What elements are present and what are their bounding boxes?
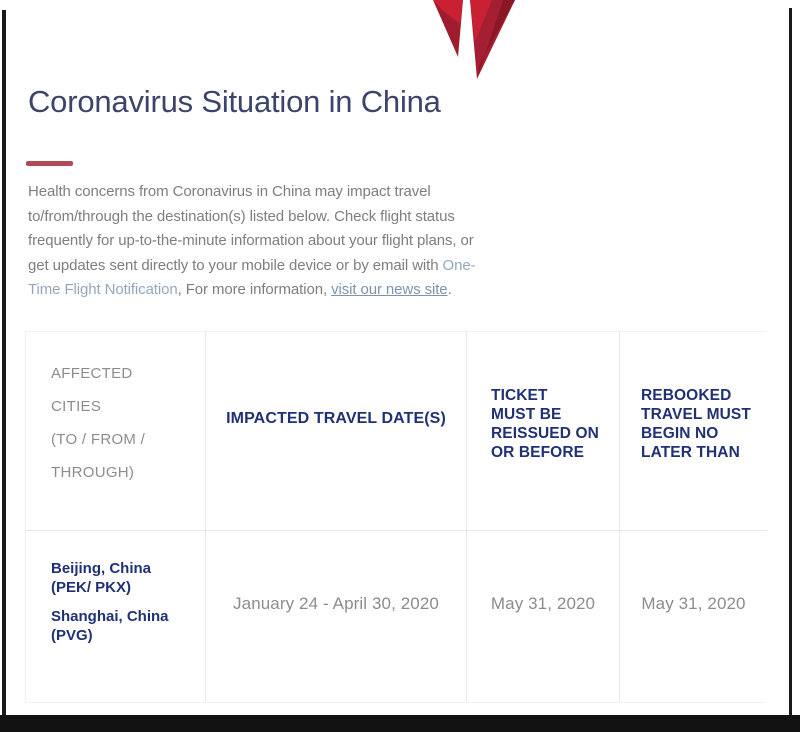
intro-paragraph (28, 180, 518, 303)
delta-widget-logo-icon (410, 0, 518, 82)
impacted-travel-table (25, 331, 766, 703)
intro-line-2: to/from/through the destination(s) listed below. Check flight status (28, 207, 455, 225)
cell-rebooked-travel-deadline: May 31, 2020 (619, 530, 767, 702)
intro-line-5-period: . (447, 281, 452, 298)
header-impacted-travel-dates: IMPACTED TRAVEL DATE(S) (205, 332, 466, 530)
window-border-bottom (0, 715, 800, 732)
page-title: Coronavirus Situation in China (28, 84, 441, 119)
intro-line-1: Health concerns from Coronavirus in China may impact travel (28, 183, 431, 200)
cell-affected-cities (26, 530, 205, 702)
cell-impacted-travel-dates: January 24 - April 30, 2020 (205, 530, 466, 702)
header-rebooked-travel: REBOOKED TRAVEL MUST BEGIN NO LATER THAN (619, 332, 767, 530)
heading-accent-dash (26, 161, 73, 166)
window-border-right (789, 8, 792, 718)
visit-news-site-link[interactable]: visit our news site (331, 281, 448, 298)
window-border-left (2, 10, 6, 718)
header-affected-cities: AFFECTED CITIES (TO / FROM / THROUGH) (26, 332, 205, 530)
city-beijing: Beijing, China (PEK/ PKX) (51, 560, 152, 596)
cell-ticket-reissue-deadline: May 31, 2020 (466, 530, 619, 702)
one-time-flight-notification-link[interactable]: One- (442, 256, 476, 274)
intro-line-3: frequently for up-to-the-minute information about your flight plans, or (28, 232, 474, 249)
city-shanghai: Shanghai, China (PVG) (51, 608, 169, 644)
one-time-flight-notification-link[interactable]: Time Flight Notification (28, 281, 178, 298)
intro-line-5: , For more information, (177, 281, 332, 298)
header-ticket-reissued: TICKET MUST BE REISSUED ON OR BEFORE (466, 332, 619, 530)
intro-line-4: get updates sent directly to your mobile device or by email with (28, 256, 443, 274)
